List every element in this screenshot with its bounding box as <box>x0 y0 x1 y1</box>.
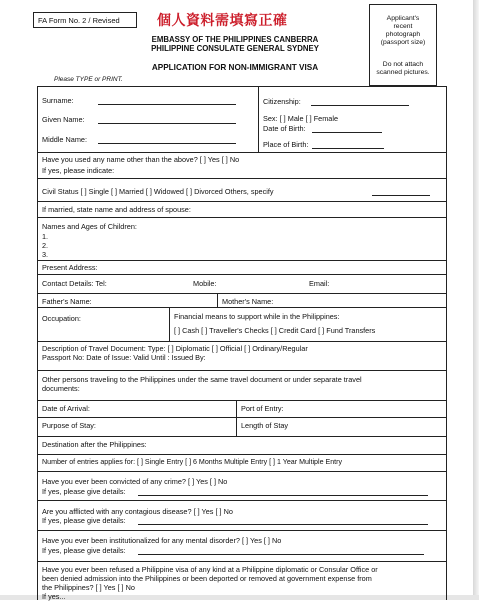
print-instruction: Please TYPE or PRINT. <box>54 76 123 83</box>
row-divider <box>37 178 447 179</box>
row-divider <box>37 370 447 371</box>
civil-status-options[interactable]: Civil Status [ ] Single [ ] Married [ ] Widowed [ ] Divorced Others, specify <box>42 187 274 196</box>
spouse-label: If married, state name and address of spouse: <box>42 205 191 214</box>
photo-box-line: scanned pictures. <box>376 69 430 76</box>
photo-box-line: photograph <box>385 31 421 38</box>
civil-status-other-field[interactable] <box>372 195 430 196</box>
row-divider <box>37 274 447 275</box>
other-name-question[interactable]: Have you used any name other than the above? [ ] Yes [ ] No <box>42 155 240 164</box>
row-divider <box>37 500 447 501</box>
disease-details-label: If yes, please give details: <box>42 516 126 525</box>
refused-visa-details: If yes... <box>42 592 66 601</box>
destination-label: Destination after the Philippines: <box>42 440 147 449</box>
port-of-entry-label: Port of Entry: <box>241 404 284 413</box>
date-of-birth-field[interactable] <box>312 132 382 133</box>
row-divider <box>37 201 447 202</box>
other-persons-label: Other persons traveling to the Philippines under the same travel document or under separate travel <box>42 375 362 384</box>
citizenship-field[interactable] <box>311 105 409 106</box>
consulate-heading: PHILIPPINE CONSULATE GENERAL SYDNEY <box>151 44 319 53</box>
mental-details-label: If yes, please give details: <box>42 546 126 555</box>
surname-field[interactable] <box>98 104 236 105</box>
child-line: 2. <box>42 241 49 250</box>
column-divider <box>169 307 170 341</box>
column-divider <box>236 400 237 436</box>
child-line: 1. <box>42 232 49 241</box>
column-divider <box>217 293 218 307</box>
row-divider <box>37 471 447 472</box>
row-divider <box>37 307 447 308</box>
refused-visa-question: Have you ever been refused a Philippine visa of any kind at a Philippine diplomatic or Consular Office or <box>42 565 378 574</box>
photo-box-line: recent <box>393 23 413 30</box>
occupation-label: Occupation: <box>42 314 81 323</box>
place-of-birth-field[interactable] <box>312 148 384 149</box>
citizenship-label: Citizenship: <box>263 97 301 106</box>
date-of-arrival-label: Date of Arrival: <box>42 404 90 413</box>
disease-question[interactable]: Are you afflicted with any contagious disease? [ ] Yes [ ] No <box>42 507 233 516</box>
row-divider <box>37 293 447 294</box>
passport-details: Passport No: Date of Issue: Valid Until : Issued By: <box>42 353 206 362</box>
mental-disorder-question[interactable]: Have you ever been institutionalized for any mental disorder? [ ] Yes [ ] No <box>42 536 282 545</box>
surname-label: Surname: <box>42 96 74 105</box>
financial-options[interactable]: [ ] Cash [ ] Traveller's Checks [ ] Credit Card [ ] Fund Transfers <box>174 326 376 335</box>
mental-details-field[interactable] <box>138 554 424 555</box>
row-divider <box>37 417 447 418</box>
place-of-birth-label: Place of Birth: <box>263 140 309 149</box>
contact-tel-label: Contact Details: Tel: <box>42 279 107 288</box>
row-divider <box>37 436 447 437</box>
other-persons-label-2: documents: <box>42 384 80 393</box>
financial-means-label: Financial means to support while in the Philippines: <box>174 312 340 321</box>
child-line: 3. <box>42 250 49 259</box>
sex-label[interactable]: Sex: [ ] Male [ ] Female <box>263 114 339 123</box>
father-name-label: Father's Name: <box>42 297 92 306</box>
given-name-label: Given Name: <box>42 115 85 124</box>
refused-visa-options[interactable]: the Philippines? [ ] Yes [ ] No <box>42 583 135 592</box>
row-divider <box>37 152 447 153</box>
middle-name-field[interactable] <box>98 143 236 144</box>
photo-box-line: (passport size) <box>380 39 426 46</box>
crime-details-label: If yes, please give details: <box>42 487 126 496</box>
entries-options[interactable]: Number of entries applies for: [ ] Single Entry [ ] 6 Months Multiple Entry [ ] 1 Year Multiple Entry <box>42 458 343 466</box>
row-divider <box>37 341 447 342</box>
photo-box <box>369 4 437 86</box>
email-label: Email: <box>309 279 330 288</box>
row-divider <box>37 454 447 455</box>
embassy-heading: EMBASSY OF THE PHILIPPINES CANBERRA <box>151 35 319 44</box>
crime-question[interactable]: Have you ever been convicted of any crime? [ ] Yes [ ] No <box>42 477 228 486</box>
travel-document-type[interactable]: Description of Travel Document: Type: [ ] Diplomatic [ ] Official [ ] Ordinary/Regular <box>42 344 308 353</box>
row-divider <box>37 260 447 261</box>
row-divider <box>37 561 447 562</box>
refused-visa-question-2: been denied admission into the Philippines or been deported or removed at government expense from <box>42 574 372 583</box>
mobile-label: Mobile: <box>193 279 217 288</box>
crime-details-field[interactable] <box>138 495 428 496</box>
middle-name-label: Middle Name: <box>42 135 88 144</box>
date-of-birth-label: Date of Birth: <box>263 124 306 133</box>
mother-name-label: Mother's Name: <box>222 297 274 306</box>
page-shadow-right <box>473 0 479 600</box>
other-name-specify-label: If yes, please indicate: <box>42 166 115 175</box>
row-divider <box>37 530 447 531</box>
form-title: APPLICATION FOR NON-IMMIGRANT VISA <box>151 63 319 72</box>
given-name-field[interactable] <box>98 123 236 124</box>
form-number-box: FA Form No. 2 / Revised <box>33 12 137 28</box>
photo-box-line: Do not attach <box>382 61 424 68</box>
chinese-note: 個人資料需填寫正確 <box>157 13 288 29</box>
length-of-stay-label: Length of Stay <box>241 421 289 430</box>
disease-details-field[interactable] <box>138 524 428 525</box>
row-divider <box>37 400 447 401</box>
photo-box-line: Applicant's <box>386 15 420 22</box>
purpose-of-stay-label: Purpose of Stay: <box>42 421 96 430</box>
row-divider <box>37 217 447 218</box>
column-divider <box>258 86 259 152</box>
children-label: Names and Ages of Children: <box>42 222 137 231</box>
present-address-label: Present Address: <box>42 263 98 272</box>
